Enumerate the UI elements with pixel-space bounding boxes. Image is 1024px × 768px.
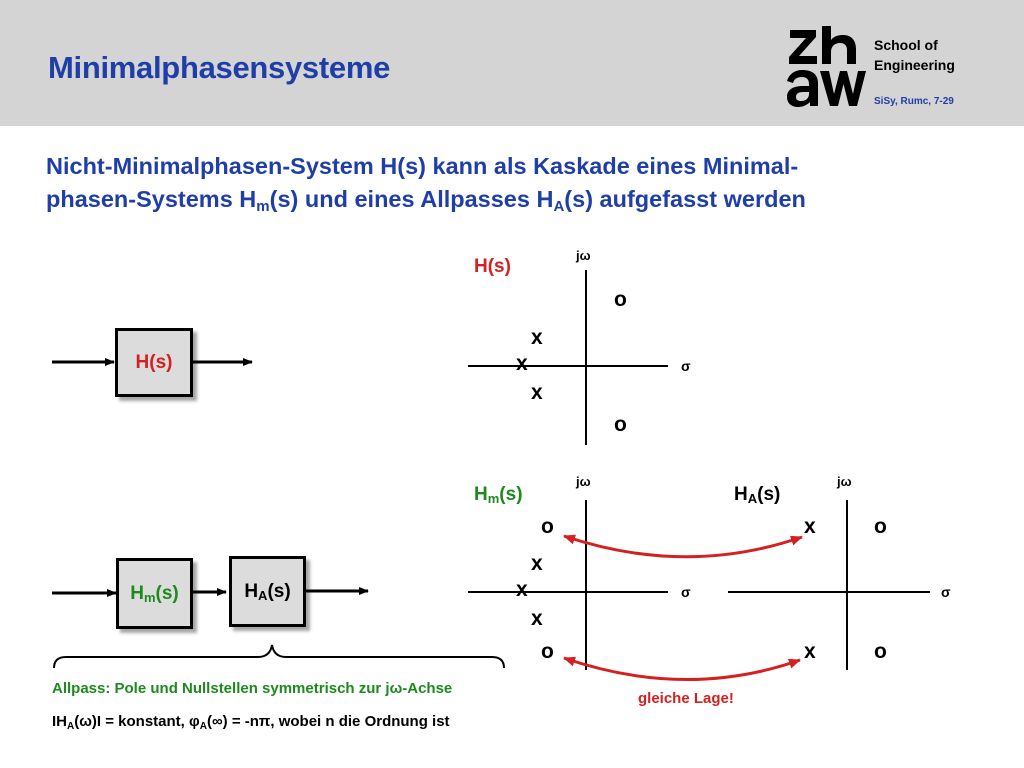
- cascade-brace: [54, 645, 504, 668]
- hm-jw-label: jω: [576, 474, 591, 489]
- h-pole-lower: x: [531, 381, 543, 404]
- school-line-1: School of: [874, 37, 938, 53]
- ha-block-label: $H_A(s)$: [244, 580, 291, 603]
- allpass-formula: $IH_A(\omega)I$ = konstant, $\varphi_A(\infty) = -n\pi$, wobei n die Ordnung ist: [52, 713, 450, 732]
- h-jw-label: jω: [576, 248, 591, 263]
- ha-zero-upper: o: [874, 515, 887, 538]
- hm-pole-upper: x: [531, 552, 543, 575]
- ha-allpass-block: [229, 556, 306, 627]
- school-line-2: Engineering: [874, 57, 955, 73]
- h-pole-real: x: [516, 352, 528, 375]
- hm-zero-upper: o: [541, 515, 554, 538]
- ha-plot-label: $H_A(s)$: [734, 484, 781, 506]
- same-position-note: gleiche Lage!: [638, 690, 734, 707]
- hm-block-label: $H_m(s)$: [130, 582, 179, 605]
- h-plot-label: H(s): [474, 256, 511, 277]
- ha-jw-label: jω: [837, 474, 852, 489]
- h-zero-lower: o: [614, 413, 627, 436]
- h-zero-upper: o: [614, 288, 627, 311]
- ha-zero-lower: o: [874, 640, 887, 663]
- hm-zero-lower: o: [541, 640, 554, 663]
- lower-link-arrow: [564, 658, 800, 680]
- h-pole-upper: x: [531, 326, 543, 349]
- h-system-block: H(s): [115, 328, 193, 397]
- upper-link-arrow: [564, 536, 802, 557]
- hm-sigma-label: σ: [681, 584, 691, 600]
- hm-plot-label: $H_m(s)$: [474, 484, 523, 506]
- h-sigma-label: σ: [681, 358, 691, 374]
- ha-sigma-label: σ: [941, 584, 951, 600]
- hm-system-block: [116, 558, 193, 629]
- subtitle-line-1: Nicht-Minimalphasen-System H(s) kann als Kaskade eines Minimal-: [46, 153, 799, 179]
- hm-pole-lower: x: [531, 607, 543, 630]
- page-title: Minimalphasensysteme: [48, 50, 391, 85]
- allpass-note: Allpass: Pole und Nullstellen symmetrisch zur jω-Achse: [52, 680, 453, 697]
- ha-pole-lower: x: [804, 640, 816, 663]
- subtitle-line-2: phasen-Systems $H_m(s)$ und eines Allpasses $H_A(s)$ aufgefasst werden: [46, 186, 806, 215]
- slide-reference: SiSy, Rumc, 7-29: [874, 96, 954, 107]
- ha-pole-upper: x: [804, 515, 816, 538]
- hm-pole-real: x: [516, 578, 528, 601]
